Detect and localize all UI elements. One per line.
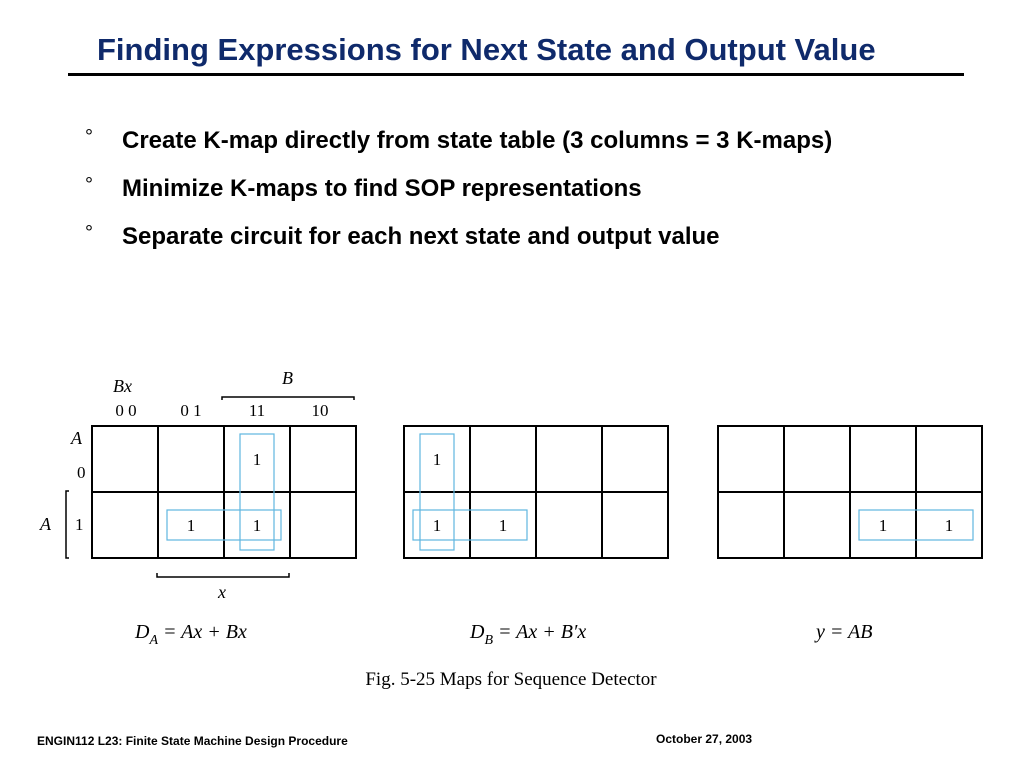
bullet-mark: °	[85, 126, 93, 148]
column-variable-label: Bx	[113, 376, 132, 396]
brace-a-label: A	[40, 514, 51, 534]
slide-title: Finding Expressions for Next State and Output Value	[97, 32, 876, 67]
footer-date: October 27, 2003	[656, 732, 753, 746]
row-header: 0	[77, 463, 86, 482]
column-header: 0 1	[180, 401, 202, 420]
equation-y: y = AB	[816, 621, 873, 643]
cell-value: 1	[252, 516, 262, 535]
kmap-figure-canvas	[0, 360, 1024, 700]
bullet-mark: °	[85, 174, 93, 196]
cell-value: 1	[432, 516, 442, 535]
title-underline	[68, 73, 964, 76]
brace-a	[66, 491, 69, 558]
bullet-mark: °	[85, 222, 93, 244]
bullet-text: Minimize K-maps to find SOP representations	[122, 175, 642, 202]
kmap-figure	[0, 360, 1024, 700]
bullet-text: Create K-map directly from state table (3 columns = 3 K-maps)	[122, 127, 833, 154]
brace-x	[157, 573, 289, 577]
column-header: 0 0	[115, 401, 137, 420]
cell-value: 1	[186, 516, 196, 535]
bullet-text: Separate circuit for each next state and output value	[122, 223, 720, 250]
figure-caption: Fig. 5-25 Maps for Sequence Detector	[365, 669, 657, 690]
column-header: 11	[248, 401, 266, 420]
row-header: 1	[75, 515, 84, 534]
brace-b-label: B	[282, 368, 293, 388]
cell-value: 1	[944, 516, 954, 535]
cell-value: 1	[878, 516, 888, 535]
cell-value: 1	[252, 450, 262, 469]
cell-value: 1	[498, 516, 508, 535]
column-header: 10	[311, 401, 329, 420]
equation-da: $D_A = Ax + Bx$	[135, 621, 247, 648]
cell-value: 1	[432, 450, 442, 469]
brace-x-label: x	[218, 582, 226, 602]
brace-b	[222, 397, 354, 400]
footer-course: ENGIN112 L23: Finite State Machine Design Procedure	[37, 734, 348, 748]
equation-db: $D_B = Ax + B'x$	[470, 621, 587, 648]
row-variable-label: A	[71, 428, 82, 448]
